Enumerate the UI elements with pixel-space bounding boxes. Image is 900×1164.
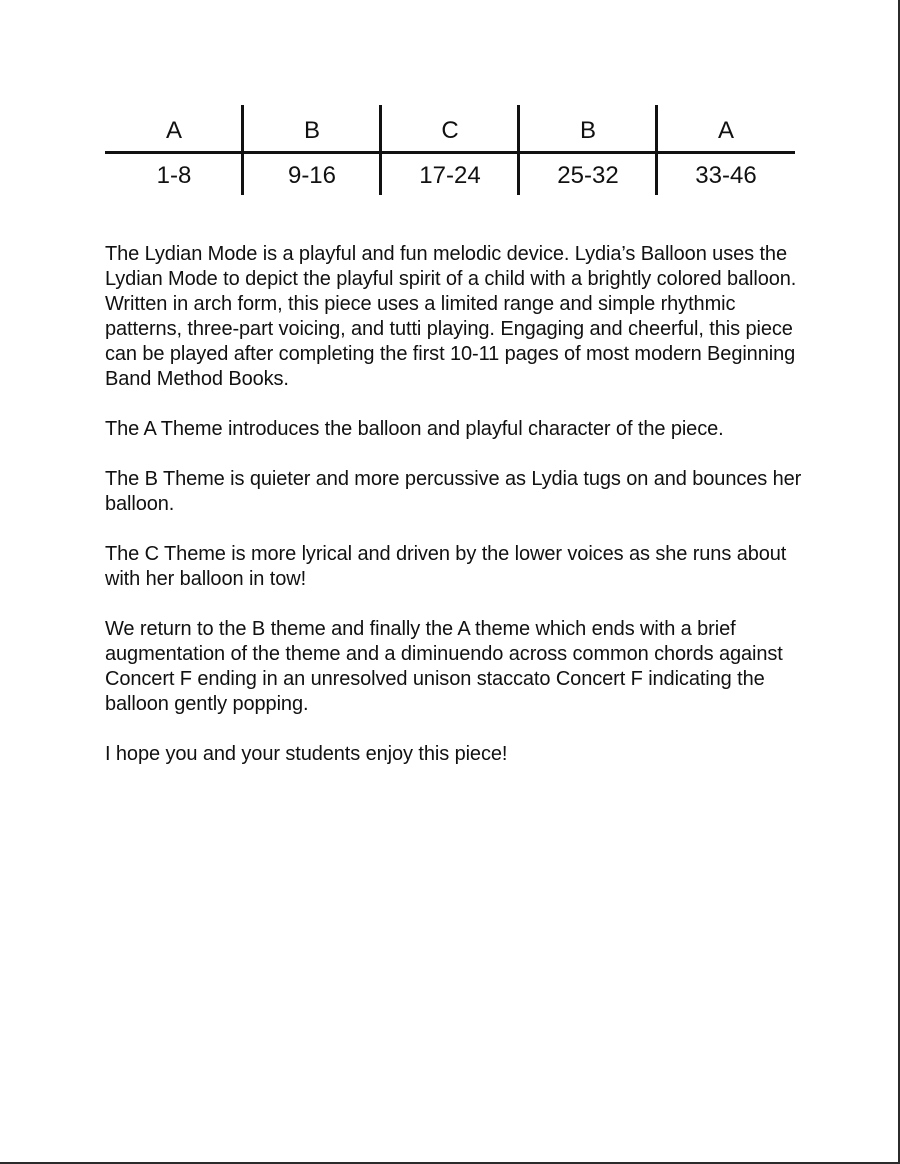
paragraph-intro: The Lydian Mode is a playful and fun melodic device. Lydia’s Balloon uses the Lydian Mode to depict the playful spirit of a child with a brightly colored balloon. Written in arch form, this piece uses a limited range and simple rhythmic patterns, three-part voicing, and tutti playing. Engaging and cheerful, this piece can be played after completing the first 10-11 pages of most modern Beginning Band Method Books. [105,243,797,390]
form-table [105,105,795,195]
paragraph-c-theme: The C Theme is more lyrical and driven by the lower voices as she runs about with her balloon in tow! [105,543,787,590]
measure-range: 9-16 [287,162,337,189]
measure-range: 1-8 [156,162,192,189]
paragraph-return: We return to the B theme and finally the A theme which ends with a brief augmentation of the theme and a diminuendo across common chords against Concert F ending in an unresolved unison staccato Concert F indicating the balloon gently popping. [105,618,783,715]
measure-range: 25-32 [557,162,619,189]
measure-range: 17-24 [419,162,481,189]
paragraph-a-theme: The A Theme introduces the balloon and playful character of the piece. [105,418,724,440]
program-notes [105,242,805,792]
section-label: A [165,117,182,144]
section-label: A [717,117,734,144]
section-label: C [441,117,459,144]
paragraph-b-theme: The B Theme is quieter and more percussive as Lydia tugs on and bounces her balloon. [105,468,802,515]
measure-range: 33-46 [695,162,757,189]
paragraph-closing: I hope you and your students enjoy this piece! [105,743,508,765]
table-horizontal-rule [105,151,795,154]
section-label: B [303,117,320,144]
section-label: B [579,117,596,144]
